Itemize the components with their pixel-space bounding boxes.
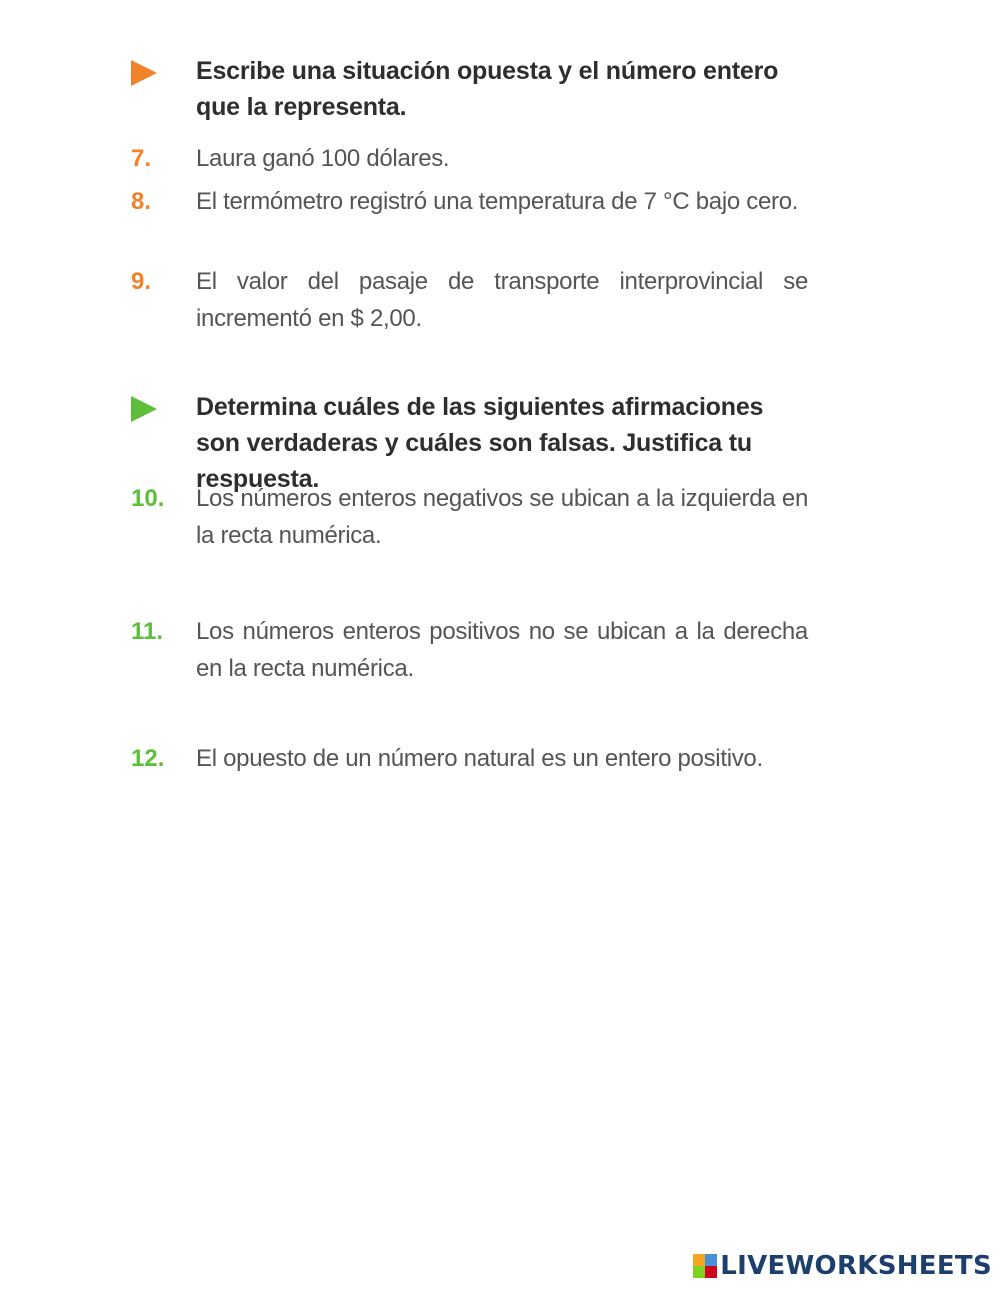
exercise-text: El valor del pasaje de transporte interprovincial se incrementó en $ 2,00.: [196, 268, 808, 332]
play-arrow-icon: [131, 60, 157, 86]
exercise-number: 12.: [131, 745, 165, 772]
watermark-text: LIVEWORKSHEETS: [720, 1251, 992, 1281]
exercise-text: El opuesto de un número natural es un entero positivo.: [196, 745, 763, 772]
exercise-number: 11.: [131, 618, 164, 645]
exercise-text: Los números enteros positivos no se ubican a la derecha en la recta numérica.: [196, 618, 808, 682]
exercise-number: 9.: [131, 268, 152, 295]
exercise-number: 8.: [131, 188, 152, 215]
liveworksheets-logo-icon: [693, 1254, 717, 1278]
exercise-text: El termómetro registró una temperatura de 7 °C bajo cero.: [196, 188, 799, 215]
instruction-text: Determina cuáles de las siguientes afirmaciones son verdaderas y cuáles son falsas. Justifica tu respuesta.: [196, 393, 764, 493]
exercise-text: Laura ganó 100 dólares.: [196, 145, 450, 172]
exercise-text: Los números enteros negativos se ubican a la izquierda en la recta numérica.: [196, 485, 808, 549]
instruction-text: Escribe una situación opuesta y el número entero que la representa.: [196, 57, 779, 121]
exercise-number: 7.: [131, 145, 152, 172]
liveworksheets-watermark: [693, 1251, 992, 1281]
play-arrow-icon: [131, 396, 157, 422]
exercise-number: 10.: [131, 485, 165, 512]
